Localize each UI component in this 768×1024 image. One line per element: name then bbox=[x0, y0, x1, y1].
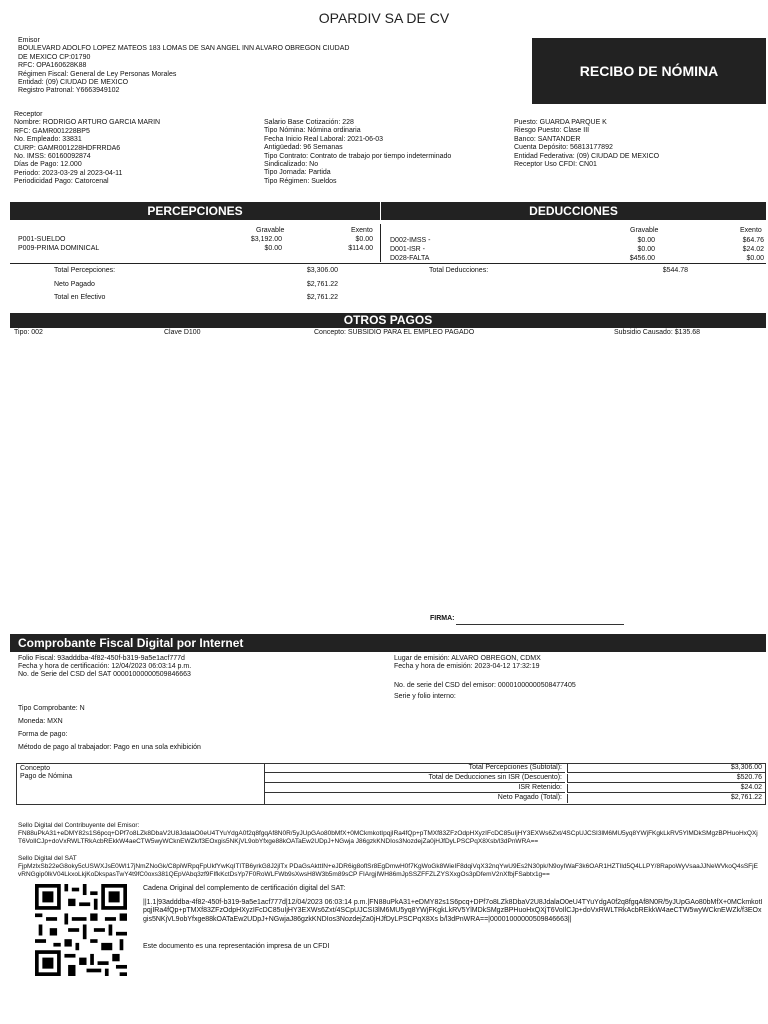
summary-row-label: Total Percepciones (Subtotal): bbox=[265, 764, 565, 773]
receptor-field: RFC: GAMR001228BP5 bbox=[14, 127, 90, 135]
otros-clave: Clave D100 bbox=[164, 329, 201, 336]
ded-concept: D002-IMSS - bbox=[390, 237, 431, 244]
summary-table bbox=[16, 763, 766, 805]
summary-concept-cell bbox=[17, 764, 265, 804]
receptor-field: Días de Pago: 12.000 bbox=[14, 161, 82, 169]
receptor-field: Cuenta Depósito: 56813177892 bbox=[514, 144, 613, 152]
summary-row-value: $2,761.22 bbox=[567, 794, 765, 803]
serie-folio: Serie y folio interno: bbox=[394, 693, 456, 700]
receptor-field: Tipo Contrato: Contrato de trabajo por tiempo indeterminado bbox=[264, 152, 452, 160]
receptor-field: Antigüedad: 96 Semanas bbox=[264, 144, 343, 152]
tipo-comprobante: Tipo Comprobante: N bbox=[18, 705, 85, 712]
column-divider bbox=[380, 224, 381, 262]
summary-row-label: Total de Deducciones sin ISR (Descuento): bbox=[265, 774, 565, 783]
perc-concept: P001-SUELDO bbox=[18, 236, 66, 243]
folio-fiscal: Folio Fiscal: 93adddba-4f82-450f-b319-9a5e1acf777d bbox=[18, 655, 185, 662]
perc-gravable: $3,192.00 bbox=[250, 236, 282, 243]
receptor-col2 bbox=[264, 119, 504, 186]
percepciones-header: PERCEPCIONES bbox=[10, 202, 380, 220]
emisor-address-cont: DE MEXICO CP:01790 bbox=[18, 53, 91, 61]
cadena-title: Cadena Original del complemento de certificación digital del SAT: bbox=[143, 885, 346, 892]
receptor-field: Salario Base Cotización: 228 bbox=[264, 119, 354, 126]
fecha-certificacion: Fecha y hora de certificación: 12/04/2023 06:03:14 p.m. bbox=[18, 663, 192, 670]
receptor-field: Banco: SANTANDER bbox=[514, 135, 581, 143]
receptor-field: Receptor Uso CFDI: CN01 bbox=[514, 160, 597, 168]
metodo-pago: Método de pago al trabajador: Pago en una sola exhibición bbox=[18, 744, 201, 751]
summary-row-value: $3,306.00 bbox=[567, 764, 765, 773]
total-percepciones-label: Total Percepciones: bbox=[54, 267, 116, 274]
ded-concept: D028-FALTA bbox=[390, 255, 430, 262]
summary-concepto-label: Concepto bbox=[20, 765, 50, 772]
perc-col-exento: Exento bbox=[351, 227, 373, 234]
receptor-label: Receptor bbox=[14, 111, 43, 118]
total-percepciones-value: $3,306.00 bbox=[306, 267, 338, 274]
moneda: Moneda: MXN bbox=[18, 718, 63, 725]
receptor-field: CURP: GAMR001228HDFRRDA6 bbox=[14, 144, 121, 152]
neto-pagado-value: $2,761.22 bbox=[306, 281, 338, 288]
firma-line bbox=[456, 624, 624, 625]
receptor-field: No. IMSS: 60160092874 bbox=[14, 152, 91, 160]
emisor-rfc: RFC: OPA160628K88 bbox=[18, 62, 87, 70]
emisor-block bbox=[18, 37, 428, 96]
receptor-field: No. Empleado: 33831 bbox=[14, 136, 82, 144]
fecha-emision: Fecha y hora de emisión: 2023-04-12 17:32:19 bbox=[394, 663, 540, 670]
summary-row-label: ISR Retenido: bbox=[265, 784, 565, 793]
receptor-col1 bbox=[14, 111, 254, 187]
receptor-field: Nombre: RODRIGO ARTURO GARCIA MARIN bbox=[14, 119, 161, 127]
emisor-registro: Registro Patronal: Y6663949102 bbox=[18, 87, 120, 95]
emisor-label: Emisor bbox=[18, 37, 40, 44]
neto-pagado-label: Neto Pagado bbox=[54, 281, 95, 288]
ded-concept: D001-ISR - bbox=[390, 246, 426, 253]
deducciones-header: DEDUCCIONES bbox=[380, 202, 766, 220]
total-deducciones-value: $544.78 bbox=[662, 267, 688, 274]
perc-col-gravable: Gravable bbox=[256, 227, 285, 234]
lugar-emision: Lugar de emisión: ALVARO OBREGON, CDMX bbox=[394, 655, 541, 662]
otros-concepto: Concepto: SUBSIDIO PARA EL EMPLEO PAGADO bbox=[314, 329, 475, 336]
summary-row-value: $24.02 bbox=[567, 784, 765, 793]
receptor-field: Fecha Inicio Real Laboral: 2021-06-03 bbox=[264, 135, 384, 143]
doc-title-box: RECIBO DE NÓMINA bbox=[532, 38, 766, 104]
sello-sat-label: Sello Digital del SAT bbox=[18, 855, 77, 862]
totals-divider bbox=[10, 263, 766, 264]
ded-gravable: $0.00 bbox=[637, 246, 655, 253]
efectivo-label: Total en Efectivo bbox=[54, 294, 106, 301]
emisor-regimen: Régimen Fiscal: General de Ley Personas Morales bbox=[18, 70, 177, 78]
summary-pago-label: Pago de Nómina bbox=[20, 773, 73, 781]
receptor-col3 bbox=[514, 119, 764, 169]
receptor-field: Riesgo Puesto: Clase III bbox=[514, 127, 590, 135]
sello-emisor-label: Sello Digital del Contribuyente del Emisor: bbox=[18, 822, 140, 829]
ded-col-exento: Exento bbox=[740, 227, 762, 234]
company-name: OPARDIV SA DE CV bbox=[318, 10, 450, 26]
ded-exento: $0.00 bbox=[746, 255, 764, 262]
emisor-entidad: Entidad: (09) CIUDAD DE MEXICO bbox=[18, 78, 129, 86]
summary-row-label: Neto Pagado (Total): bbox=[497, 794, 562, 801]
receptor-field: Puesto: GUARDA PARQUE K bbox=[514, 119, 607, 126]
receptor-field: Entidad Federativa: (09) CIUDAD DE MEXICO bbox=[514, 152, 660, 160]
perc-exento: $114.00 bbox=[348, 245, 373, 252]
firma-label: FIRMA: bbox=[430, 615, 455, 622]
otros-subsidio: Subsidio Causado: $135.68 bbox=[614, 329, 701, 336]
forma-pago: Forma de pago: bbox=[18, 731, 68, 738]
serie-csd-sat: No. de Serie del CSD del SAT 00001000000509846663 bbox=[18, 671, 191, 678]
ded-gravable: $0.00 bbox=[637, 237, 655, 244]
ded-exento: $64.76 bbox=[742, 237, 764, 244]
cfdi-header: Comprobante Fiscal Digital por Internet bbox=[10, 634, 766, 652]
receptor-field: Tipo Nómina: Nómina ordinaria bbox=[264, 127, 361, 135]
perc-concept: P009-PRIMA DOMINICAL bbox=[18, 245, 100, 252]
ded-gravable: $456.00 bbox=[629, 255, 655, 262]
efectivo-value: $2,761.22 bbox=[306, 294, 338, 301]
sello-emisor-value: FN88uPkA31+eDMY82s1S6pcq+DPf7o8LZk8DbaV2U8JdalaO0eU4TYuYdgA0f2q8fgqAf8N0R/5yJUpGAo80bMfX+0MCkmkotIpqjIRa4fQp+pTMXf83ZFzOdpHXyzIFcDC85uIjHY3EXWs6Zxt/4SCpUJCSI3lM6MU5yq8YWjFKgkLkRV5YlMDkSMgzBPHuoHxQXjT6VoIlCJp+doVxRWLTRkAcbREkkW4aeCTW5wyWCknEWZk/f3EOxgis5NKjVL9obYfxge88kOATaEw2UDpJ+NGwja J86gzkKNDIos3NozdejZa0jHJfDyLPSCPqX8Xsb/l3dPnWRA== bbox=[18, 830, 758, 845]
perc-exento: $0.00 bbox=[355, 236, 373, 243]
receptor-field: Sindicalizado: No bbox=[264, 160, 319, 168]
cfdi-footer-note: Este documento es una representación impresa de un CFDI bbox=[143, 943, 330, 950]
qr-code-icon bbox=[35, 884, 127, 976]
serie-csd-emisor: No. de serie del CSD del emisor: 00001000000508477405 bbox=[394, 682, 576, 689]
cadena-value: ||1.1|93adddba-4f82-450f-b319-9a5e1acf777d|12/04/2023 06:03:14 p.m.|FN88uPkA31+eDMY82s1S6pcq+DPf7o8LZk8DbaV2U8JdalaO0eU4TYuYdgA0f2q8fgqAf8N0R/5yJUpGAo80bMfX+0MCkmkotIpqjIRa4fQp+pTMXf83ZFzOdpHXyzIFcDC85uIjHY3EXWs6Zxt/4SCpUJCSI3lM6MU5yq8YWjFKgkLkRV5YlMDkSMgzBPHuoHxQXjT6VoIlCJp+doVxRWLTRkAcbREkkW4aeCTW5wyWCknEWZk/f3EOxgis5NKjVL9obYfxge88kOATaEw2UDpJ+NGwjaJ86gzkKNDIos3NozdejZa0jHJfDyLPSCPqX8Xs b/l3dPnWRA==|00001000000509846663|| bbox=[143, 899, 763, 923]
receptor-field: Tipo Régimen: Sueldos bbox=[264, 177, 337, 185]
sello-sat-value: FjpMzlxSb22eG8oky5cUSWXJsE0WI17jNmZNoGk/C8piWRpqFpUkfYwKqITITB6yrkG8J2jlTx PDaGsAkttIN+eJDR6ig8oflSr8EgDmwH0f7KgWoGk8WieIF8dqiVqX32nqYwU9Es2N30pk/N9oyIWaF3k6OAR1HZTIld5Q4LLPY/8RapoWyVsaaJJNeWVkoQ4sSFjEvRNGgip0lkV04LkxoLkjKoDkspasTwY4t9fC0oxs381QEpVAbq3zf9FIfkKctDsYp7F0RoWLFWb9sXwsH8W3b5m89sCP FIArgjIWH86mJpSSZFFZLZYSXxgOs3pDfemV2nXfbjFSabtx1g== bbox=[18, 863, 758, 878]
otros-tipo: Tipo: 002 bbox=[14, 329, 43, 336]
otros-pagos-header: OTROS PAGOS bbox=[10, 313, 766, 328]
total-deducciones-label: Total Deducciones: bbox=[429, 267, 489, 274]
receptor-field: Tipo Jornada: Partida bbox=[264, 169, 331, 177]
ded-exento: $24.02 bbox=[742, 246, 764, 253]
ded-col-gravable: Gravable bbox=[630, 227, 659, 234]
receptor-field: Periodo: 2023-03-29 al 2023-04-11 bbox=[14, 169, 123, 177]
perc-gravable: $0.00 bbox=[264, 245, 282, 252]
summary-row-value: $520.76 bbox=[567, 774, 765, 783]
receptor-field: Periodicidad Pago: Catorcenal bbox=[14, 178, 109, 186]
emisor-address: BOULEVARD ADOLFO LOPEZ MATEOS 183 LOMAS DE SAN ANGEL INN ALVARO OBREGON CIUDAD bbox=[18, 45, 350, 53]
